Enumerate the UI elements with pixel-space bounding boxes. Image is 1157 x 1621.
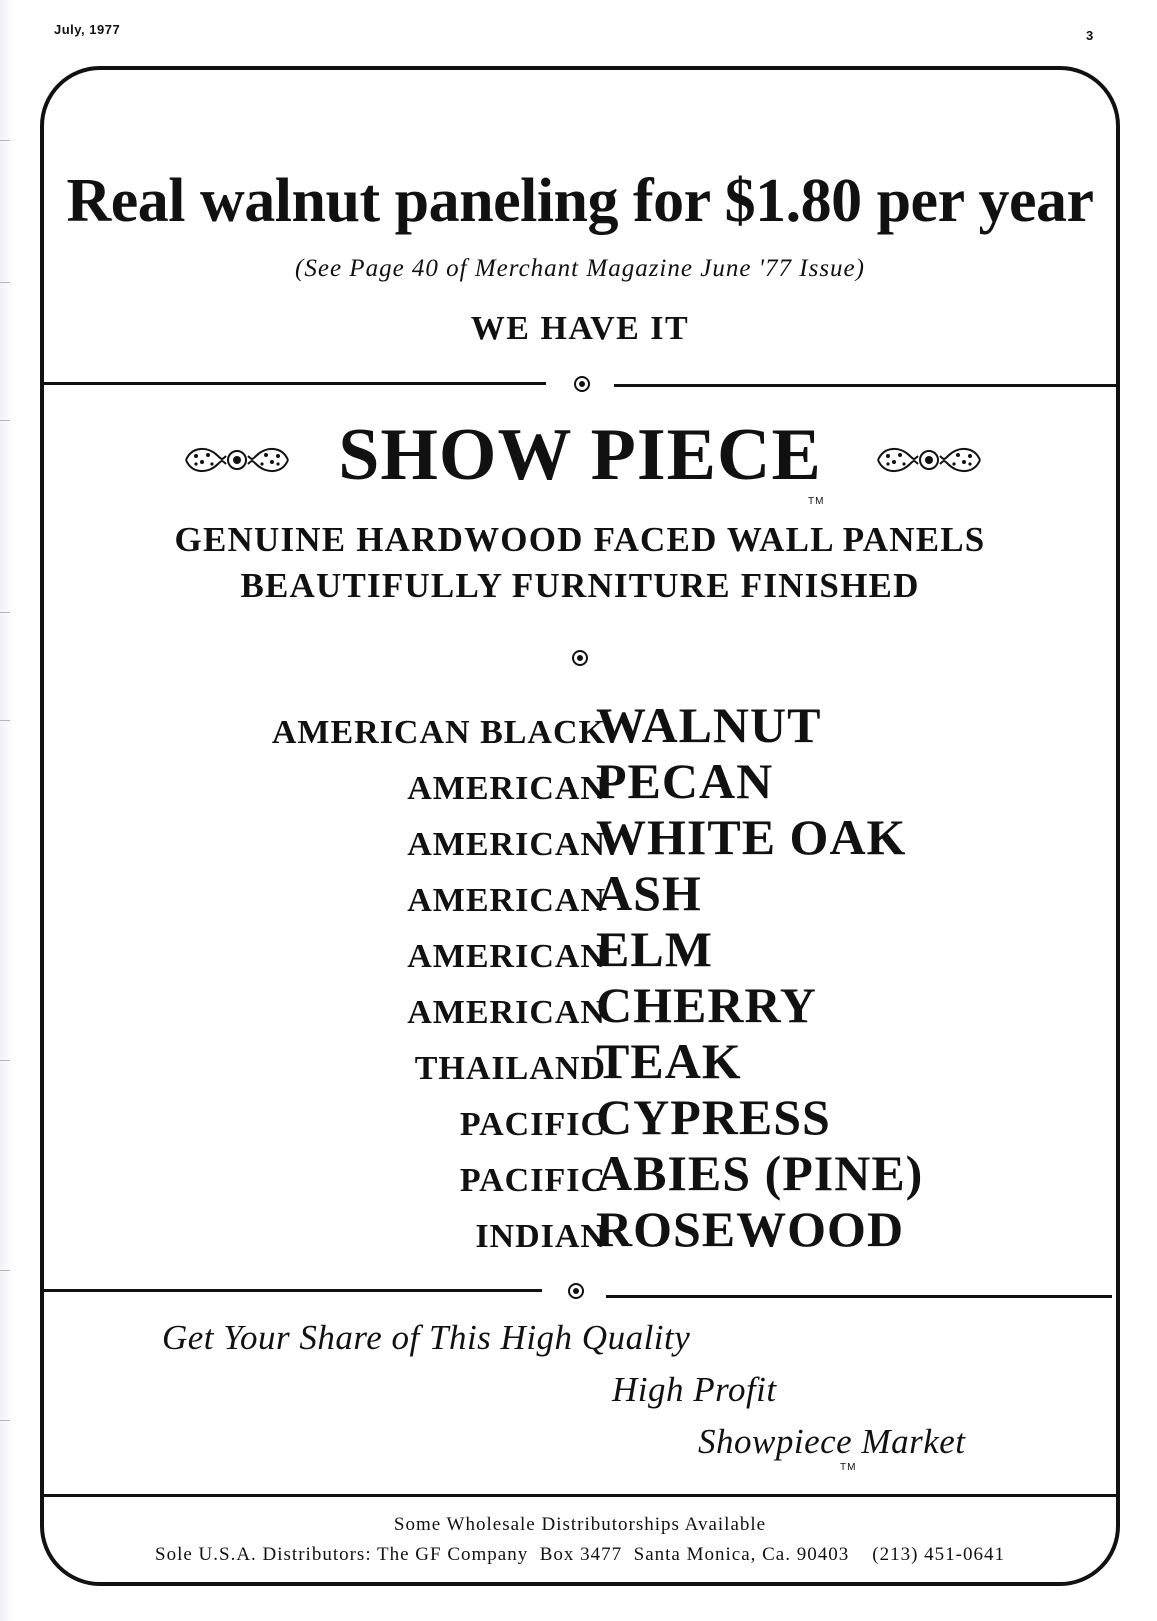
binding-tick [0, 420, 10, 421]
wood-row [44, 976, 1116, 1032]
wood-species: ELM [596, 921, 713, 977]
binding-tick [0, 1060, 10, 1061]
wood-origin: INDIAN [475, 1218, 606, 1255]
binding-tick [0, 282, 10, 283]
distributor-contact: Sole U.S.A. Distributors: The GF Company Box 3477 Santa Monica, Ca. 90403 (213) 451-0641 [155, 1544, 1005, 1565]
bullet-icon [568, 1283, 584, 1299]
wood-species: PECAN [596, 753, 774, 809]
footer-divider [44, 1494, 1116, 1497]
wood-origin: PACIFIC [459, 1162, 606, 1199]
bullet-icon [572, 650, 588, 666]
wood-row [44, 864, 1116, 920]
wood-species: WALNUT [596, 697, 822, 753]
divider-line [614, 384, 1116, 387]
slogan-trademark: TM [840, 1462, 857, 1473]
wood-row [44, 1088, 1116, 1144]
wood-origin: PACIFIC [459, 1106, 606, 1143]
wood-origin: AMERICAN [407, 882, 606, 919]
slogan-line-2: High Profit [612, 1370, 777, 1409]
ad-headline: Real walnut paneling for $1.80 per year [66, 167, 1094, 235]
wood-species: CYPRESS [596, 1089, 831, 1145]
slogan-line-1: Get Your Share of This High Quality [162, 1318, 691, 1357]
we-have-it-label: WE HAVE IT [470, 310, 690, 347]
binding-tick [0, 612, 10, 613]
wood-species: ASH [596, 865, 702, 921]
wood-species: WHITE OAK [596, 809, 907, 865]
wood-origin: THAILAND [414, 1050, 606, 1087]
wood-species: ABIES (PINE) [596, 1145, 924, 1201]
wood-origin: AMERICAN BLACK [271, 714, 606, 751]
binding-tick [0, 1420, 10, 1421]
wood-origin: AMERICAN [407, 770, 606, 807]
wood-row [44, 1144, 1116, 1200]
divider-line [44, 1289, 542, 1292]
binding-edge [0, 0, 14, 1621]
wood-row [44, 696, 1116, 752]
slogan-line-3: Showpiece Market [698, 1422, 966, 1461]
bullet-icon [574, 376, 590, 392]
distributorships-note: Some Wholesale Distributorships Available [393, 1514, 767, 1535]
magazine-reference: (See Page 40 of Merchant Magazine June '77 Issue) [295, 255, 865, 282]
wood-species: CHERRY [596, 977, 817, 1033]
wood-row [44, 752, 1116, 808]
wood-row [44, 1032, 1116, 1088]
divider-line [606, 1295, 1112, 1298]
tagline-line-2: BEAUTIFULLY FURNITURE FINISHED [240, 566, 920, 605]
wood-origin: AMERICAN [407, 994, 606, 1031]
wood-row [44, 1200, 1116, 1256]
wood-row [44, 920, 1116, 976]
page-number: 3 [1086, 28, 1094, 43]
wood-origin: AMERICAN [407, 938, 606, 975]
wood-species: ROSEWOOD [596, 1201, 905, 1257]
wood-origin: AMERICAN [407, 826, 606, 863]
binding-tick [0, 140, 10, 141]
tagline-line-1: GENUINE HARDWOOD FACED WALL PANELS [174, 520, 986, 559]
divider-line [44, 382, 546, 385]
brand-trademark: TM [808, 496, 825, 507]
page-date: July, 1977 [54, 22, 121, 37]
binding-tick [0, 720, 10, 721]
ornament-right-icon [874, 442, 984, 478]
brand-name: SHOW PIECE [338, 414, 822, 496]
wood-row [44, 808, 1116, 864]
binding-tick [0, 1270, 10, 1271]
wood-species: TEAK [596, 1033, 742, 1089]
